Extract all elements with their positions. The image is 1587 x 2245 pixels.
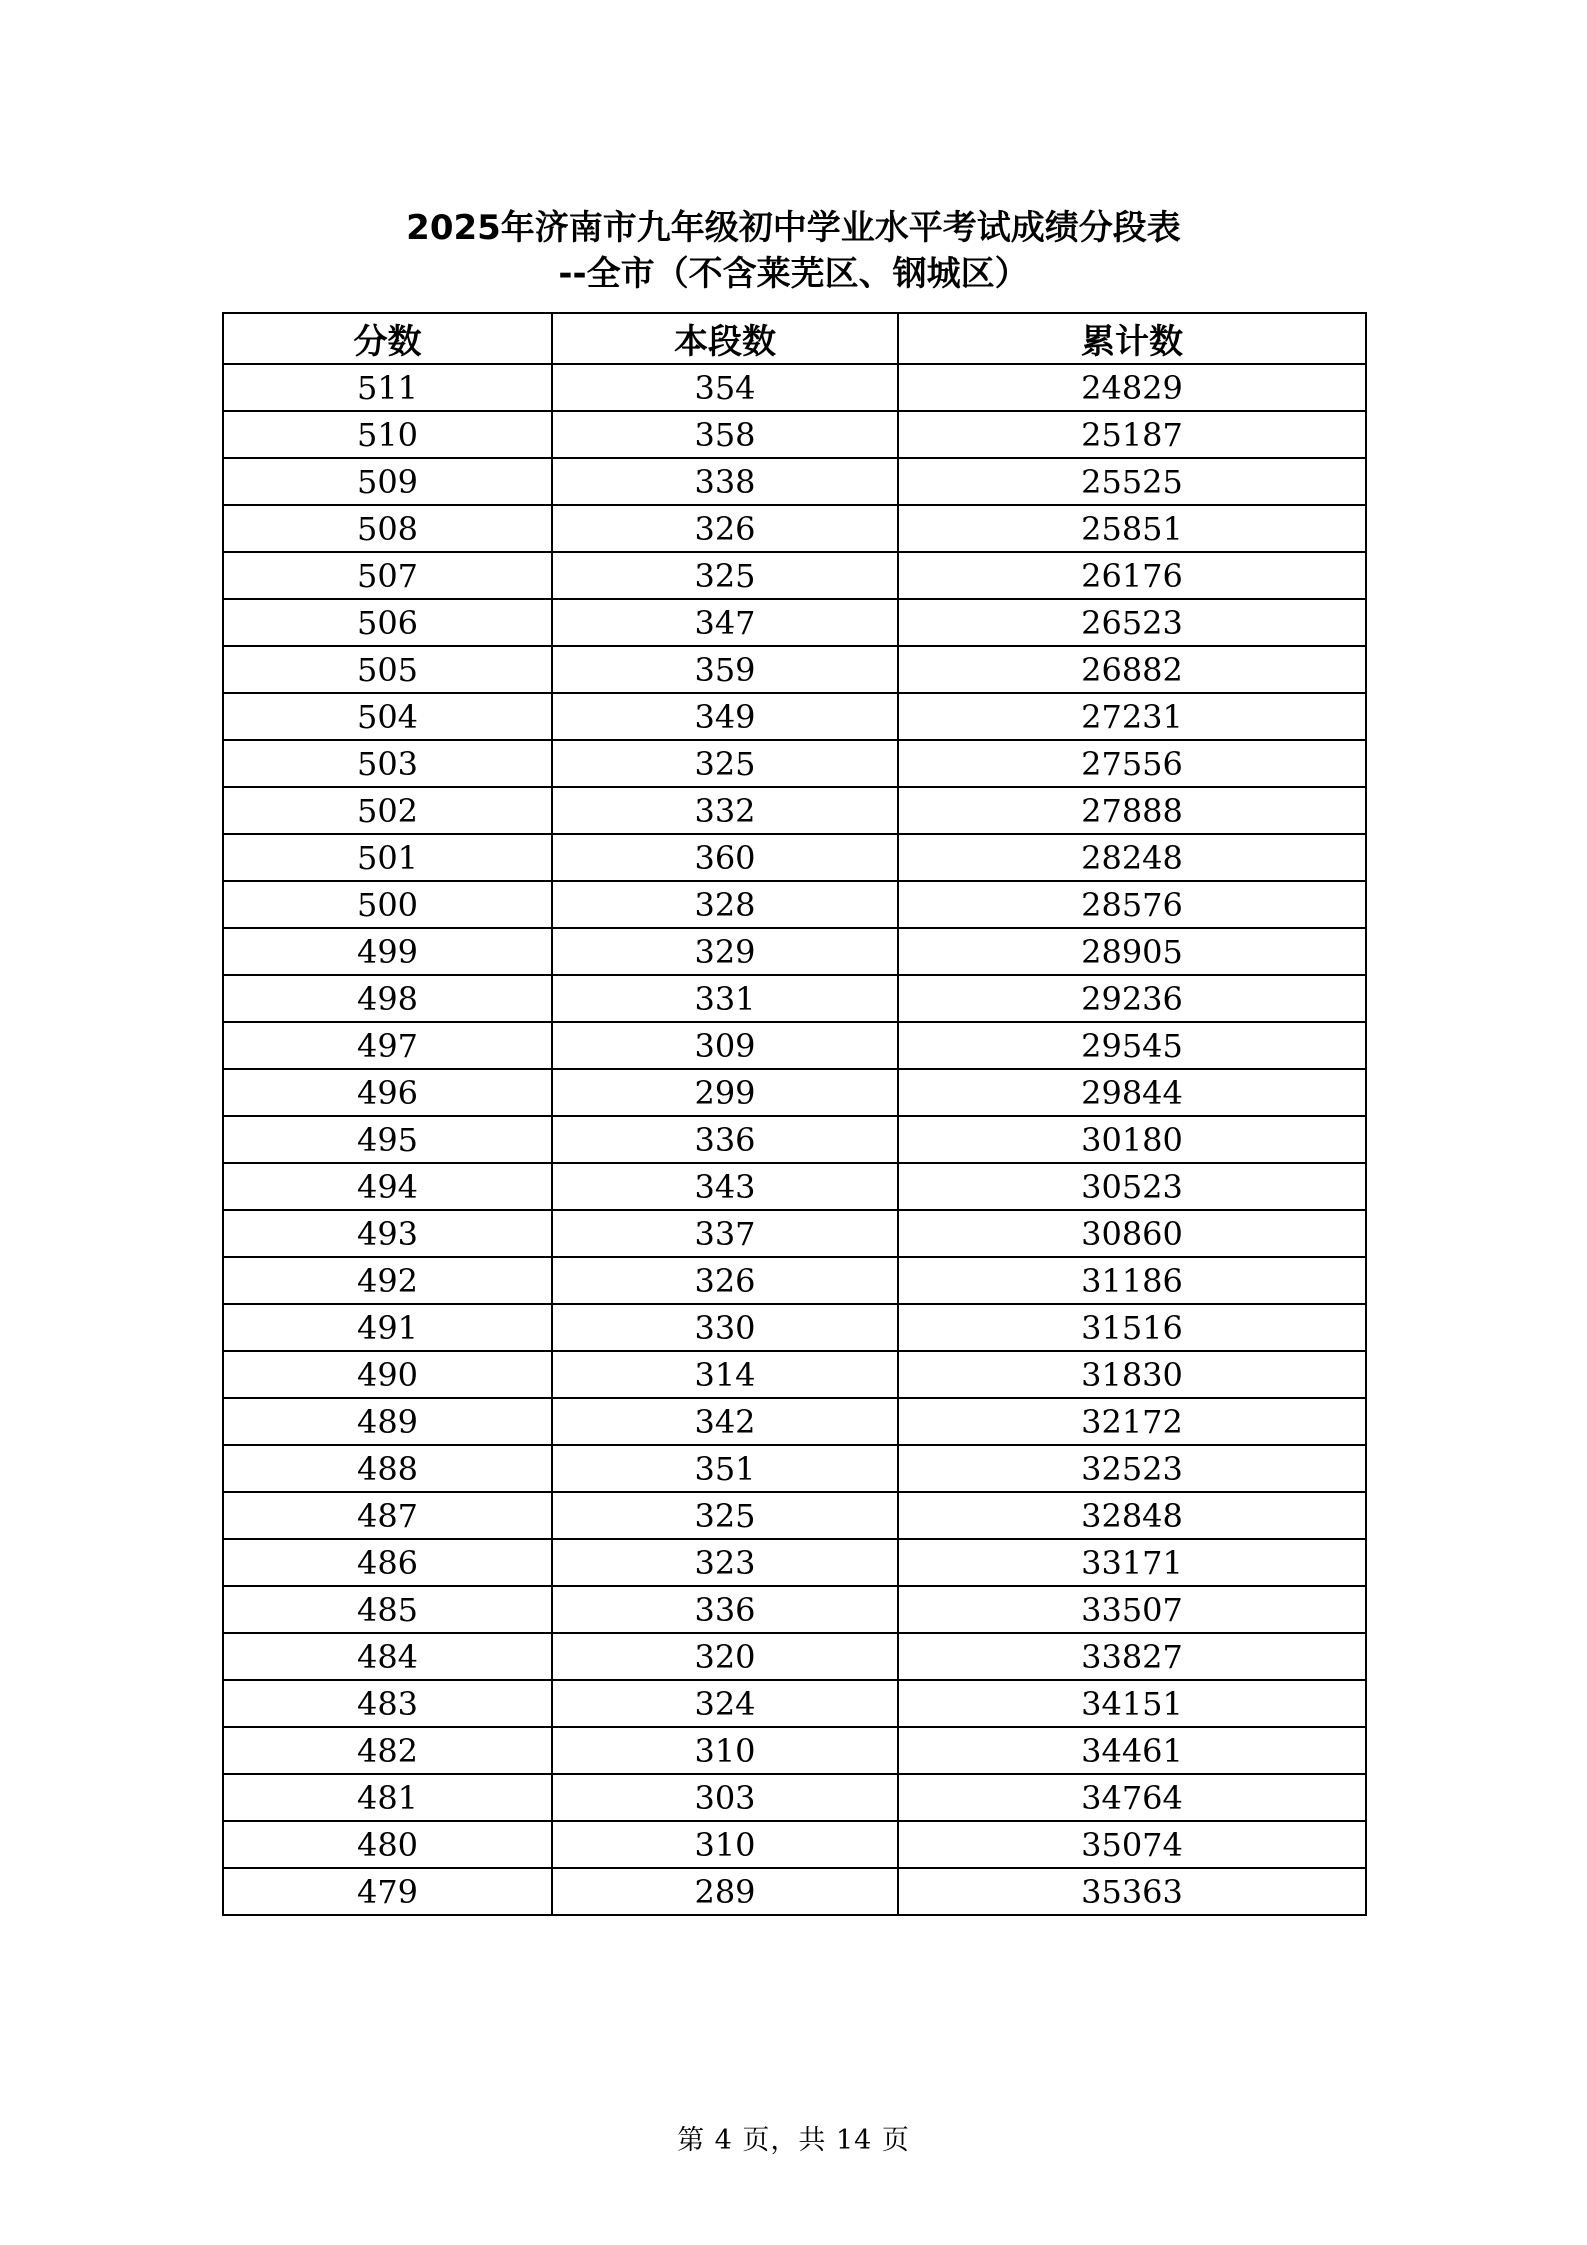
table-row (223, 740, 1366, 787)
cell-segment-count: 349 (552, 693, 898, 740)
cell-score: 504 (223, 693, 552, 740)
page-number: 第 4 页，共 14 页 (677, 2125, 910, 2156)
cell-cumulative-count: 32523 (898, 1445, 1366, 1492)
cell-score: 488 (223, 1445, 552, 1492)
cell-score: 485 (223, 1586, 552, 1633)
cell-segment-count: 323 (552, 1539, 898, 1586)
cell-cumulative-count: 35074 (898, 1821, 1366, 1868)
cell-score: 501 (223, 834, 552, 881)
cell-score: 489 (223, 1398, 552, 1445)
table-row (223, 1727, 1366, 1774)
table-row (223, 1539, 1366, 1586)
cell-score: 490 (223, 1351, 552, 1398)
cell-segment-count: 324 (552, 1680, 898, 1727)
cell-cumulative-count: 29545 (898, 1022, 1366, 1069)
cell-cumulative-count: 33827 (898, 1633, 1366, 1680)
table-body (223, 364, 1366, 1915)
cell-segment-count: 314 (552, 1351, 898, 1398)
table-row (223, 458, 1366, 505)
table-header-row (223, 313, 1366, 364)
cell-segment-count: 320 (552, 1633, 898, 1680)
cell-segment-count: 331 (552, 975, 898, 1022)
cell-cumulative-count: 26176 (898, 552, 1366, 599)
cell-score: 497 (223, 1022, 552, 1069)
cell-cumulative-count: 33507 (898, 1586, 1366, 1633)
cell-segment-count: 310 (552, 1727, 898, 1774)
cell-cumulative-count: 34151 (898, 1680, 1366, 1727)
cell-cumulative-count: 30180 (898, 1116, 1366, 1163)
table-row (223, 693, 1366, 740)
cell-segment-count: 325 (552, 1492, 898, 1539)
cell-cumulative-count: 26523 (898, 599, 1366, 646)
cell-cumulative-count: 27556 (898, 740, 1366, 787)
table-row (223, 1210, 1366, 1257)
cell-cumulative-count: 31186 (898, 1257, 1366, 1304)
cell-score: 492 (223, 1257, 552, 1304)
document-subtitle: --全市（不含莱芜区、钢城区） (558, 254, 1029, 294)
table-row (223, 834, 1366, 881)
table-row (223, 1022, 1366, 1069)
table-row (223, 1774, 1366, 1821)
cell-score: 502 (223, 787, 552, 834)
table-row (223, 975, 1366, 1022)
cell-cumulative-count: 30523 (898, 1163, 1366, 1210)
cell-cumulative-count: 25187 (898, 411, 1366, 458)
table-row (223, 1586, 1366, 1633)
cell-segment-count: 289 (552, 1868, 898, 1915)
cell-cumulative-count: 28576 (898, 881, 1366, 928)
cell-score: 507 (223, 552, 552, 599)
cell-segment-count: 329 (552, 928, 898, 975)
cell-segment-count: 337 (552, 1210, 898, 1257)
cell-score: 486 (223, 1539, 552, 1586)
table-row (223, 1821, 1366, 1868)
cell-score: 483 (223, 1680, 552, 1727)
cell-cumulative-count: 29844 (898, 1069, 1366, 1116)
cell-segment-count: 343 (552, 1163, 898, 1210)
cell-cumulative-count: 33171 (898, 1539, 1366, 1586)
cell-score: 481 (223, 1774, 552, 1821)
table-row (223, 787, 1366, 834)
table-row (223, 928, 1366, 975)
cell-cumulative-count: 34764 (898, 1774, 1366, 1821)
table-row (223, 1445, 1366, 1492)
cell-score: 491 (223, 1304, 552, 1351)
cell-segment-count: 342 (552, 1398, 898, 1445)
cell-score: 484 (223, 1633, 552, 1680)
cell-cumulative-count: 34461 (898, 1727, 1366, 1774)
cell-score: 479 (223, 1868, 552, 1915)
cell-segment-count: 354 (552, 364, 898, 411)
cell-score: 482 (223, 1727, 552, 1774)
cell-segment-count: 303 (552, 1774, 898, 1821)
cell-score: 494 (223, 1163, 552, 1210)
table-row (223, 1351, 1366, 1398)
table-row (223, 599, 1366, 646)
cell-segment-count: 310 (552, 1821, 898, 1868)
cell-segment-count: 325 (552, 740, 898, 787)
table-row (223, 1163, 1366, 1210)
cell-cumulative-count: 32172 (898, 1398, 1366, 1445)
cell-segment-count: 326 (552, 1257, 898, 1304)
header-score: 分数 (223, 313, 552, 364)
cell-score: 506 (223, 599, 552, 646)
table-row (223, 1116, 1366, 1163)
cell-score: 498 (223, 975, 552, 1022)
cell-cumulative-count: 27888 (898, 787, 1366, 834)
cell-cumulative-count: 31516 (898, 1304, 1366, 1351)
cell-segment-count: 360 (552, 834, 898, 881)
table-row (223, 881, 1366, 928)
cell-score: 493 (223, 1210, 552, 1257)
cell-cumulative-count: 29236 (898, 975, 1366, 1022)
cell-segment-count: 351 (552, 1445, 898, 1492)
cell-score: 500 (223, 881, 552, 928)
cell-segment-count: 326 (552, 505, 898, 552)
header-cumulative-count: 累计数 (898, 313, 1366, 364)
cell-segment-count: 328 (552, 881, 898, 928)
cell-segment-count: 309 (552, 1022, 898, 1069)
cell-segment-count: 332 (552, 787, 898, 834)
cell-segment-count: 347 (552, 599, 898, 646)
cell-cumulative-count: 25851 (898, 505, 1366, 552)
cell-segment-count: 325 (552, 552, 898, 599)
cell-score: 480 (223, 1821, 552, 1868)
cell-score: 496 (223, 1069, 552, 1116)
cell-score: 487 (223, 1492, 552, 1539)
cell-segment-count: 330 (552, 1304, 898, 1351)
cell-score: 508 (223, 505, 552, 552)
table-row (223, 646, 1366, 693)
table-row (223, 505, 1366, 552)
cell-segment-count: 299 (552, 1069, 898, 1116)
table-row (223, 1069, 1366, 1116)
cell-score: 510 (223, 411, 552, 458)
document-title: 2025年济南市九年级初中学业水平考试成绩分段表 (406, 208, 1181, 248)
cell-score: 495 (223, 1116, 552, 1163)
cell-score: 499 (223, 928, 552, 975)
table-row (223, 1257, 1366, 1304)
cell-segment-count: 336 (552, 1116, 898, 1163)
table-row (223, 1633, 1366, 1680)
cell-score: 503 (223, 740, 552, 787)
cell-cumulative-count: 31830 (898, 1351, 1366, 1398)
table-row (223, 1398, 1366, 1445)
cell-score: 511 (223, 364, 552, 411)
cell-cumulative-count: 25525 (898, 458, 1366, 505)
table-row (223, 1680, 1366, 1727)
cell-cumulative-count: 30860 (898, 1210, 1366, 1257)
score-distribution-table (222, 312, 1367, 1916)
cell-cumulative-count: 27231 (898, 693, 1366, 740)
table-row (223, 552, 1366, 599)
table-row (223, 1492, 1366, 1539)
cell-segment-count: 336 (552, 1586, 898, 1633)
cell-score: 505 (223, 646, 552, 693)
cell-cumulative-count: 28905 (898, 928, 1366, 975)
cell-cumulative-count: 28248 (898, 834, 1366, 881)
cell-cumulative-count: 24829 (898, 364, 1366, 411)
cell-cumulative-count: 35363 (898, 1868, 1366, 1915)
table-row (223, 364, 1366, 411)
cell-score: 509 (223, 458, 552, 505)
cell-segment-count: 359 (552, 646, 898, 693)
cell-segment-count: 358 (552, 411, 898, 458)
cell-cumulative-count: 32848 (898, 1492, 1366, 1539)
table-row (223, 1868, 1366, 1915)
header-segment-count: 本段数 (552, 313, 898, 364)
cell-cumulative-count: 26882 (898, 646, 1366, 693)
cell-segment-count: 338 (552, 458, 898, 505)
table-row (223, 1304, 1366, 1351)
table-row (223, 411, 1366, 458)
title-block (0, 205, 1587, 297)
